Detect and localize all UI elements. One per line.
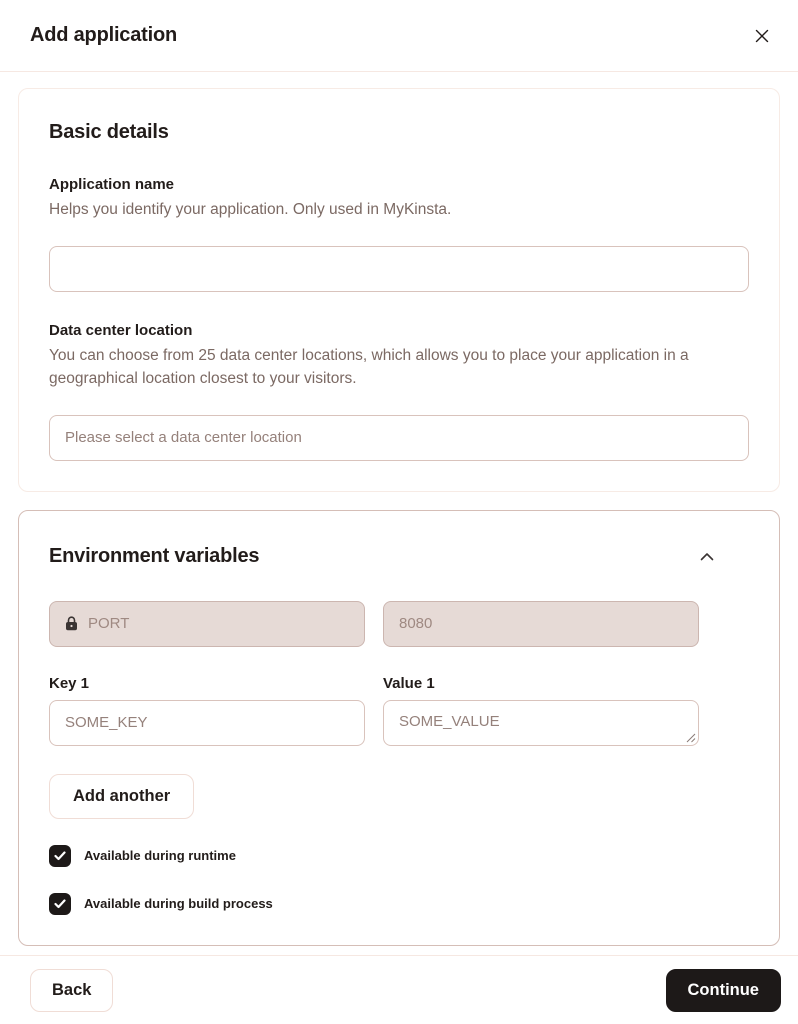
env-row-labels [49,675,749,692]
application-name-field [49,176,749,292]
basic-details-heading: Basic details [49,121,169,143]
modal-header [0,0,798,72]
add-another-button[interactable]: Add another [49,774,194,819]
collapse-section-button[interactable] [693,543,721,571]
continue-button[interactable]: Continue [666,969,782,1012]
application-name-input[interactable] [49,246,749,292]
environment-variables-heading: Environment variables [49,545,260,568]
env-value-label: Value 1 [383,674,435,692]
environment-variables-card [18,510,780,946]
close-icon [755,29,769,43]
env-key-label: Key 1 [49,674,90,692]
env-row-inputs [49,700,749,746]
check-icon [54,851,66,861]
port-value-text: 8080 [399,615,433,633]
data-center-label: Data center location [49,321,193,339]
port-value-field [383,601,699,647]
env-value-wrap [383,700,699,746]
close-button[interactable] [748,22,776,50]
data-center-select[interactable] [49,415,749,461]
check-icon [54,899,66,909]
environment-variables-header [49,543,749,571]
data-center-helper: You can choose from 25 data center locations, which allows you to place your application in a geographical location closest to your visitors. [49,346,689,387]
page-title: Add application [30,24,178,46]
back-button[interactable]: Back [30,969,113,1012]
port-key-field [49,601,365,647]
runtime-checkbox-row[interactable] [49,845,236,867]
modal-footer [0,955,798,1024]
build-checkbox-label: Available during build process [84,896,273,912]
data-center-placeholder: Please select a data center location [65,429,302,447]
modal-body [0,72,798,955]
build-checkbox[interactable] [49,893,71,915]
application-name-helper: Helps you identify your application. Only used in MyKinsta. [49,201,452,218]
chevron-up-icon [700,552,714,561]
env-key-input[interactable] [49,700,365,746]
runtime-checkbox-label: Available during runtime [84,848,236,864]
port-key-text: PORT [88,615,130,633]
runtime-checkbox[interactable] [49,845,71,867]
locked-env-row [49,601,749,647]
data-center-field [49,322,749,461]
env-value-textarea[interactable] [383,700,699,746]
application-name-label: Application name [49,176,175,193]
build-checkbox-row[interactable] [49,893,273,915]
lock-icon [65,616,78,631]
basic-details-card [18,88,780,492]
